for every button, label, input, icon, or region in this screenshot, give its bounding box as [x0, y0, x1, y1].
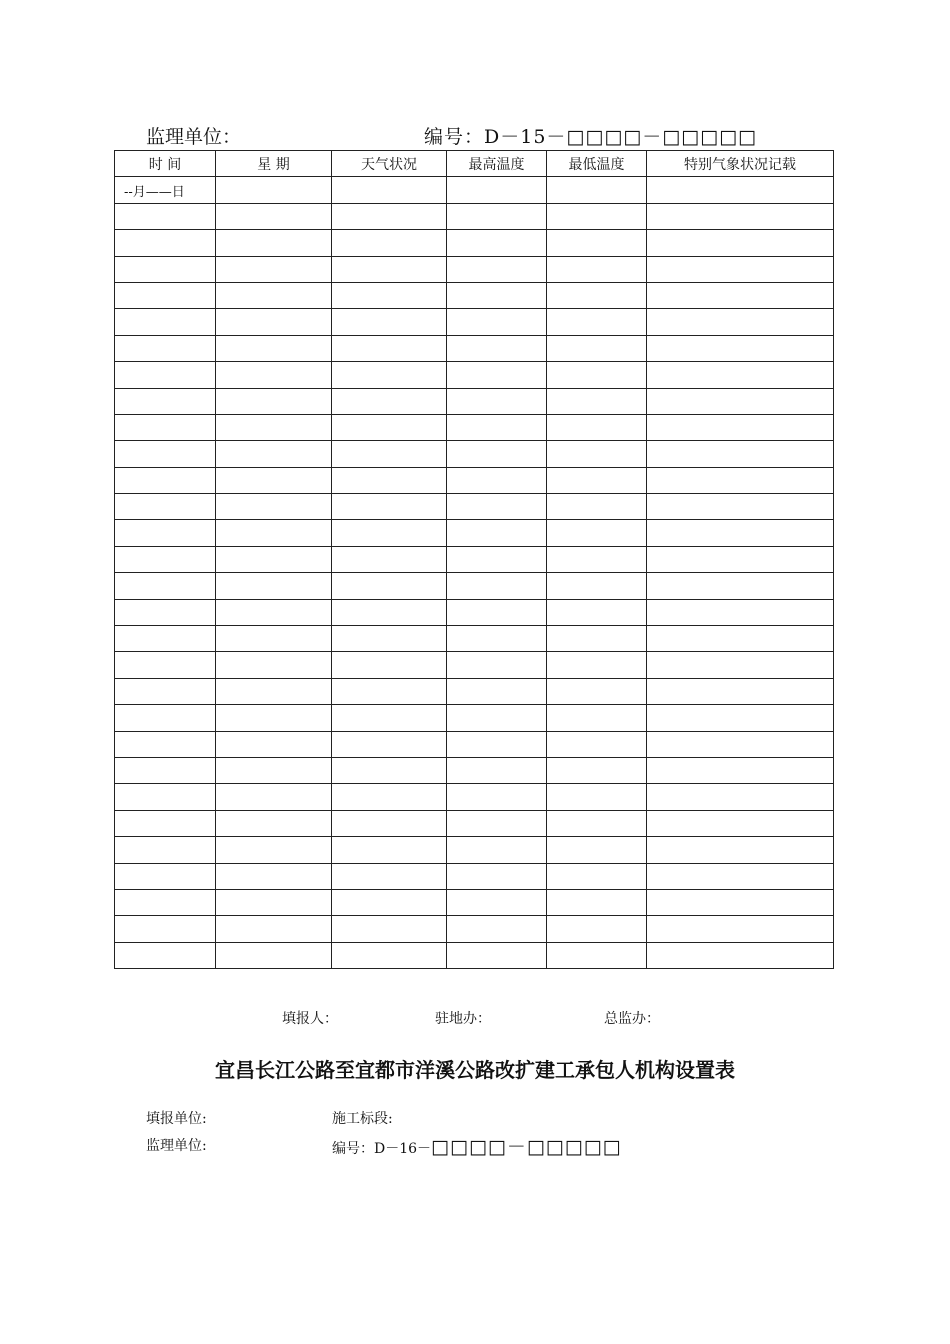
table-header-row [115, 151, 834, 177]
table-cell[interactable] [216, 705, 332, 731]
table-row [115, 942, 834, 968]
table-cell[interactable] [447, 626, 547, 652]
table-cell[interactable] [115, 230, 216, 256]
table-body [115, 177, 834, 969]
table-cell[interactable] [447, 203, 547, 229]
table-row [115, 652, 834, 678]
table-cell[interactable] [332, 916, 447, 942]
supervisor-unit-label-2: 监理单位: [146, 1138, 207, 1154]
table-cell[interactable] [332, 441, 447, 467]
table-cell[interactable] [447, 546, 547, 572]
table-cell[interactable] [115, 467, 216, 493]
table-cell[interactable] [547, 309, 647, 335]
table-cell[interactable] [216, 573, 332, 599]
table-cell[interactable] [447, 810, 547, 836]
table-cell[interactable] [115, 335, 216, 361]
table-cell[interactable] [647, 177, 834, 203]
table-cell[interactable] [332, 599, 447, 625]
form-code-boxes: □□□□－□□□□□ [431, 1136, 622, 1158]
table-cell[interactable] [547, 362, 647, 388]
table-row [115, 573, 834, 599]
table-cell[interactable] [547, 573, 647, 599]
table-cell[interactable] [332, 388, 447, 414]
table-cell[interactable] [647, 652, 834, 678]
table-cell[interactable] [647, 441, 834, 467]
table-cell[interactable] [216, 256, 332, 282]
table-cell[interactable] [647, 837, 834, 863]
table-cell[interactable] [647, 889, 834, 915]
table-cell[interactable] [216, 494, 332, 520]
table-cell[interactable] [115, 441, 216, 467]
table-cell[interactable] [547, 757, 647, 783]
table-row [115, 678, 834, 704]
table-cell[interactable] [447, 520, 547, 546]
table-cell[interactable] [647, 731, 834, 757]
table-cell[interactable] [547, 282, 647, 308]
table-cell[interactable] [115, 599, 216, 625]
table-cell[interactable] [216, 520, 332, 546]
table-cell[interactable] [447, 863, 547, 889]
table-cell[interactable] [547, 731, 647, 757]
table-cell[interactable] [547, 889, 647, 915]
table-cell[interactable] [647, 256, 834, 282]
table-cell[interactable] [547, 546, 647, 572]
table-row [115, 309, 834, 335]
table-cell[interactable] [115, 414, 216, 440]
column-header-special-weather: 特别气象状况记载 [647, 151, 834, 177]
table-cell[interactable] [332, 573, 447, 599]
table-cell[interactable] [115, 203, 216, 229]
table-cell[interactable] [115, 309, 216, 335]
table-cell[interactable] [647, 599, 834, 625]
table-cell[interactable] [647, 942, 834, 968]
table-cell[interactable] [332, 282, 447, 308]
table-cell[interactable] [447, 335, 547, 361]
table-row [115, 177, 834, 203]
table-cell[interactable] [216, 335, 332, 361]
table-cell[interactable] [647, 414, 834, 440]
weather-log-table [114, 150, 834, 969]
table-cell[interactable] [547, 177, 647, 203]
table-row [115, 837, 834, 863]
table-cell[interactable] [447, 678, 547, 704]
table-cell[interactable] [447, 362, 547, 388]
table-cell[interactable] [547, 652, 647, 678]
table-cell[interactable] [647, 784, 834, 810]
table-row [115, 230, 834, 256]
table-cell[interactable] [447, 705, 547, 731]
table-cell[interactable] [447, 494, 547, 520]
table-cell[interactable] [647, 230, 834, 256]
table-row [115, 757, 834, 783]
table-cell[interactable] [115, 678, 216, 704]
table-cell[interactable] [216, 388, 332, 414]
site-office-label: 驻地办： [435, 1011, 491, 1027]
table-cell[interactable] [216, 203, 332, 229]
table-cell[interactable] [332, 757, 447, 783]
table-row [115, 494, 834, 520]
form-title: 宜昌长江公路至宜都市洋溪公路改扩建工承包人机构设置表 [215, 1058, 735, 1082]
table-cell[interactable] [447, 573, 547, 599]
table-cell[interactable] [547, 414, 647, 440]
table-cell[interactable] [447, 889, 547, 915]
table-row [115, 362, 834, 388]
table-cell[interactable] [647, 494, 834, 520]
table-cell[interactable] [447, 230, 547, 256]
table-row [115, 414, 834, 440]
table-cell[interactable] [332, 494, 447, 520]
table-cell[interactable] [647, 282, 834, 308]
table-cell[interactable] [115, 889, 216, 915]
table-cell[interactable] [547, 335, 647, 361]
table-cell[interactable] [332, 335, 447, 361]
table-cell[interactable] [647, 626, 834, 652]
table-row [115, 705, 834, 731]
table-cell[interactable] [447, 441, 547, 467]
table-cell[interactable] [447, 916, 547, 942]
column-header-time: 时 间 [115, 151, 216, 177]
table-cell[interactable] [115, 256, 216, 282]
date-cell[interactable]: --月——日 [115, 177, 216, 203]
table-cell[interactable] [115, 863, 216, 889]
table-cell[interactable] [447, 731, 547, 757]
table-cell[interactable] [115, 757, 216, 783]
table-cell[interactable] [647, 335, 834, 361]
table-cell[interactable] [547, 520, 647, 546]
table-cell[interactable] [547, 678, 647, 704]
table-cell[interactable] [332, 414, 447, 440]
table-cell[interactable] [216, 916, 332, 942]
table-cell[interactable] [216, 362, 332, 388]
table-cell[interactable] [647, 810, 834, 836]
table-cell[interactable] [447, 467, 547, 493]
table-cell[interactable] [647, 546, 834, 572]
table-cell[interactable] [115, 731, 216, 757]
table-cell[interactable] [216, 784, 332, 810]
table-cell[interactable] [332, 177, 447, 203]
table-cell[interactable] [447, 599, 547, 625]
table-cell[interactable] [216, 282, 332, 308]
table-cell[interactable] [547, 916, 647, 942]
table-cell[interactable] [332, 810, 447, 836]
table-cell[interactable] [332, 678, 447, 704]
table-cell[interactable] [332, 837, 447, 863]
table-cell[interactable] [216, 942, 332, 968]
table-cell[interactable] [216, 757, 332, 783]
form-code-2 [332, 1132, 622, 1159]
table-cell[interactable] [647, 757, 834, 783]
table-row [115, 916, 834, 942]
table-cell[interactable] [115, 784, 216, 810]
table-row [115, 599, 834, 625]
table-cell[interactable] [332, 546, 447, 572]
table-cell[interactable] [647, 863, 834, 889]
table-row [115, 546, 834, 572]
table-cell[interactable] [647, 705, 834, 731]
table-cell[interactable] [332, 467, 447, 493]
table-cell[interactable] [332, 705, 447, 731]
table-cell[interactable] [547, 705, 647, 731]
table-cell[interactable] [216, 177, 332, 203]
table-cell[interactable] [332, 863, 447, 889]
table-cell[interactable] [647, 573, 834, 599]
table-cell[interactable] [447, 256, 547, 282]
table-cell[interactable] [332, 203, 447, 229]
table-cell[interactable] [115, 626, 216, 652]
table-cell[interactable] [547, 256, 647, 282]
table-cell[interactable] [115, 573, 216, 599]
table-cell[interactable] [332, 652, 447, 678]
table-row [115, 256, 834, 282]
table-cell[interactable] [547, 626, 647, 652]
table-cell[interactable] [547, 388, 647, 414]
table-cell[interactable] [332, 626, 447, 652]
table-cell[interactable] [115, 652, 216, 678]
table-cell[interactable] [216, 731, 332, 757]
table-row [115, 810, 834, 836]
table-cell[interactable] [115, 282, 216, 308]
supervisor-unit-label: 监理单位： [146, 126, 242, 148]
table-cell[interactable] [647, 916, 834, 942]
table-cell[interactable] [332, 256, 447, 282]
table-cell[interactable] [332, 362, 447, 388]
table-cell[interactable] [115, 388, 216, 414]
table-cell[interactable] [216, 546, 332, 572]
table-cell[interactable] [547, 942, 647, 968]
table-row [115, 388, 834, 414]
table-cell[interactable] [332, 230, 447, 256]
table-cell[interactable] [216, 441, 332, 467]
table-row [115, 467, 834, 493]
table-row [115, 282, 834, 308]
table-cell[interactable] [216, 230, 332, 256]
table-cell[interactable] [547, 810, 647, 836]
table-cell[interactable] [547, 599, 647, 625]
table-cell[interactable] [216, 837, 332, 863]
table-cell[interactable] [447, 414, 547, 440]
table-row [115, 520, 834, 546]
table-cell[interactable] [447, 837, 547, 863]
table-cell[interactable] [647, 678, 834, 704]
table-cell[interactable] [547, 230, 647, 256]
table-cell[interactable] [216, 309, 332, 335]
table-cell[interactable] [447, 942, 547, 968]
table-cell[interactable] [332, 520, 447, 546]
table-row [115, 335, 834, 361]
table-cell[interactable] [447, 282, 547, 308]
table-cell[interactable] [547, 441, 647, 467]
table-cell[interactable] [547, 494, 647, 520]
table-cell[interactable] [447, 784, 547, 810]
column-header-weekday: 星 期 [216, 151, 332, 177]
column-header-weather: 天气状况 [332, 151, 447, 177]
column-header-min-temp: 最低温度 [547, 151, 647, 177]
table-row [115, 203, 834, 229]
table-cell[interactable] [115, 837, 216, 863]
chief-office-label: 总监办： [604, 1011, 660, 1027]
table-cell[interactable] [547, 863, 647, 889]
table-cell[interactable] [547, 784, 647, 810]
table-row [115, 626, 834, 652]
table-row [115, 889, 834, 915]
table-cell[interactable] [216, 810, 332, 836]
table-cell[interactable] [547, 203, 647, 229]
table-cell[interactable] [647, 309, 834, 335]
table-cell[interactable] [447, 388, 547, 414]
table-cell[interactable] [647, 362, 834, 388]
table-cell[interactable] [647, 203, 834, 229]
filler-label: 填报人： [282, 1011, 338, 1027]
table-cell[interactable] [332, 309, 447, 335]
table-cell[interactable] [216, 626, 332, 652]
table-cell[interactable] [547, 467, 647, 493]
table-cell[interactable] [115, 494, 216, 520]
table-cell[interactable] [332, 784, 447, 810]
table-row [115, 863, 834, 889]
table-cell[interactable] [216, 678, 332, 704]
section-label: 施工标段: [332, 1111, 393, 1127]
table-cell[interactable] [115, 942, 216, 968]
column-header-max-temp: 最高温度 [447, 151, 547, 177]
table-cell[interactable] [216, 889, 332, 915]
table-cell[interactable] [115, 705, 216, 731]
fill-unit-label: 填报单位: [146, 1111, 207, 1127]
table-cell[interactable] [547, 837, 647, 863]
table-cell[interactable] [447, 177, 547, 203]
table-cell[interactable] [216, 599, 332, 625]
table-cell[interactable] [332, 889, 447, 915]
table-cell[interactable] [216, 652, 332, 678]
table-cell[interactable] [647, 520, 834, 546]
table-cell[interactable] [216, 863, 332, 889]
table-cell[interactable] [447, 309, 547, 335]
table-cell[interactable] [447, 652, 547, 678]
table-row [115, 441, 834, 467]
table-row [115, 784, 834, 810]
table-cell[interactable] [332, 731, 447, 757]
table-cell[interactable] [216, 467, 332, 493]
form-code-prefix: 编号：D－16－ [332, 1141, 432, 1157]
table-cell[interactable] [332, 942, 447, 968]
table-cell[interactable] [647, 467, 834, 493]
table-row [115, 731, 834, 757]
table-cell[interactable] [647, 388, 834, 414]
table-cell[interactable] [115, 546, 216, 572]
table-cell[interactable] [216, 414, 332, 440]
table-cell[interactable] [447, 757, 547, 783]
table-cell[interactable] [115, 810, 216, 836]
table-cell[interactable] [115, 362, 216, 388]
table-cell[interactable] [115, 520, 216, 546]
form-code: 编号：D－15－□□□□－□□□□□ [424, 126, 757, 148]
table-cell[interactable] [115, 916, 216, 942]
